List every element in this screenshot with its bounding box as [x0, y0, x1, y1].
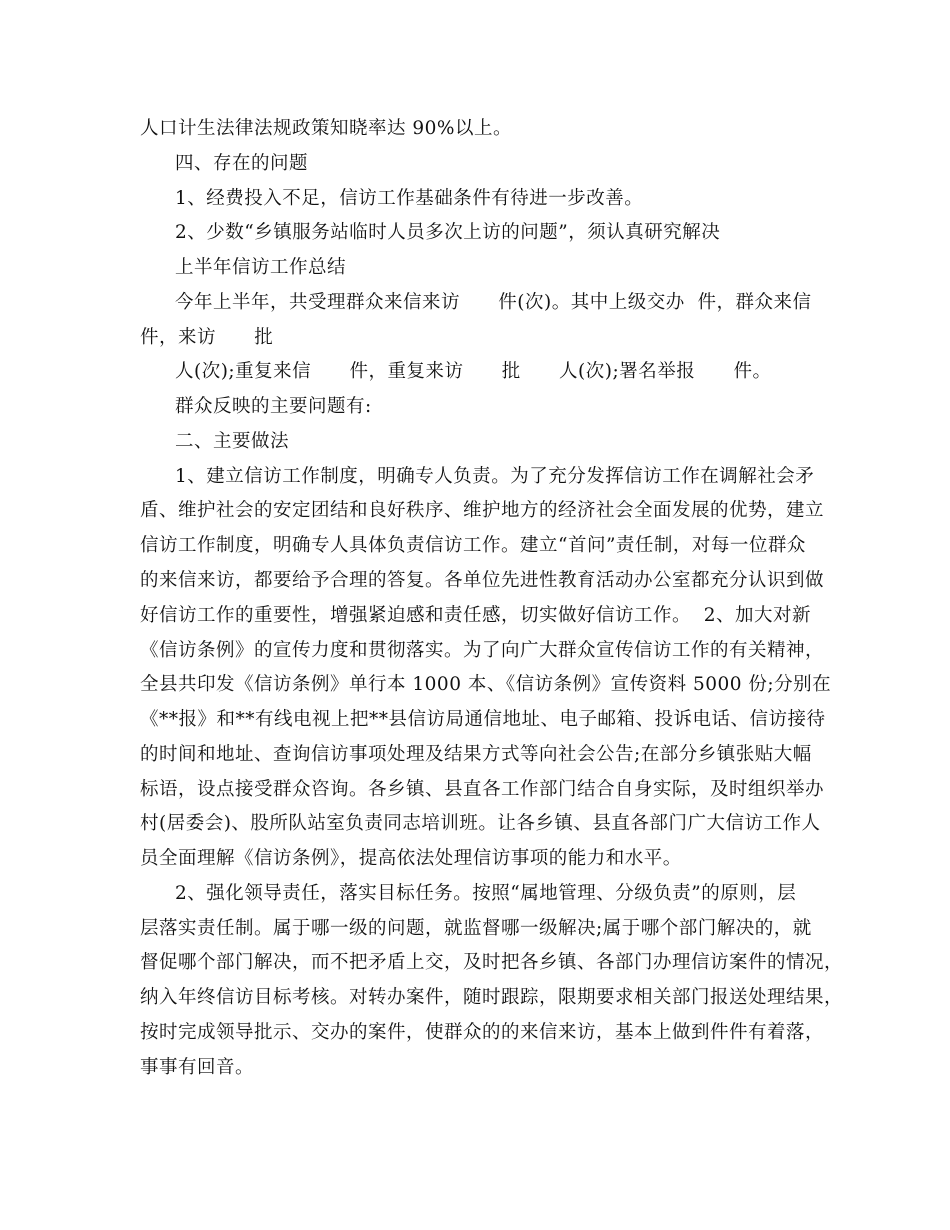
text-line: 2、少数“乡镇服务站临时人员多次上访的问题”，须认真研究解决	[175, 222, 721, 243]
text-line: 员全面理解《信访条例》，提高依法处理信访事项的能力和水平。	[140, 848, 682, 869]
section-heading: 二、主要做法	[175, 431, 290, 452]
text-line: 今年上半年，共受理群众来信来访 件(次)。其中上级交办 件，群众来信	[175, 292, 812, 313]
text-line: 的时间和地址、查询信访事项处理及结果方式等向社会公告;在部分乡镇张贴大幅	[140, 744, 812, 765]
text-line: 1、经费投入不足，信访工作基础条件有待进一步改善。	[175, 188, 644, 209]
text-line: 层落实责任制。属于哪一级的问题，就监督哪一级解决;属于哪个部门解决的，就	[140, 918, 812, 939]
text-line: 纳入年终信访目标考核。对转办案件，随时跟踪，限期要求相关部门报送处理结果，	[140, 987, 844, 1008]
text-line: 《**报》和**有线电视上把**县信访局通信地址、电子邮箱、投诉电话、信访接待	[140, 709, 826, 730]
text-line: 2、强化领导责任，落实目标任务。按照“属地管理、分级负责”的原则，层	[175, 883, 797, 904]
text-line: 事事有回音。	[140, 1057, 255, 1078]
text-line: 1、建立信访工作制度，明确专人负责。为了充分发挥信访工作在调解社会矛	[175, 466, 815, 487]
text-line: 件，来访 批	[140, 327, 274, 348]
text-line: 好信访工作的重要性，增强紧迫感和责任感，切实做好信访工作。 2、加大对新	[140, 605, 812, 626]
text-line: 人口计生法律法规政策知晓率达 90%以上。	[140, 118, 513, 139]
text-line: 的来信来访，都要给予合理的答复。各单位先进性教育活动办公室都充分认识到做	[140, 570, 825, 591]
text-line: 村(居委会)、股所队站室负责同志培训班。让各乡镇、县直各部门广大信访工作人	[140, 813, 821, 834]
text-line: 《信访条例》的宣传力度和贯彻落实。为了向广大群众宣传信访工作的有关精神，	[140, 640, 825, 661]
text-line: 全县共印发《信访条例》单行本 1000 本、《信访条例》宣传资料 5000 份;分别在	[140, 674, 832, 695]
text-line: 人(次);重复来信 件，重复来访 批 人(次);署名举报 件。	[175, 361, 772, 382]
text-line: 信访工作制度，明确专人具体负责信访工作。建立“首问”责任制，对每一位群众	[140, 535, 806, 556]
text-line: 标语，设点接受群众咨询。各乡镇、县直各工作部门结合自身实际，及时组织举办	[140, 779, 825, 800]
section-heading: 四、存在的问题	[175, 153, 309, 174]
text-line: 按时完成领导批示、交办的案件，使群众的的来信来访，基本上做到件件有着落，	[140, 1022, 825, 1043]
text-line: 盾、维护社会的安定团结和良好秩序、维护地方的经济社会全面发展的优势，建立	[140, 500, 825, 521]
document-title: 上半年信访工作总结	[175, 257, 347, 278]
text-line: 群众反映的主要问题有:	[175, 396, 372, 417]
text-line: 督促哪个部门解决，而不把矛盾上交，及时把各乡镇、各部门办理信访案件的情况，	[140, 952, 844, 973]
